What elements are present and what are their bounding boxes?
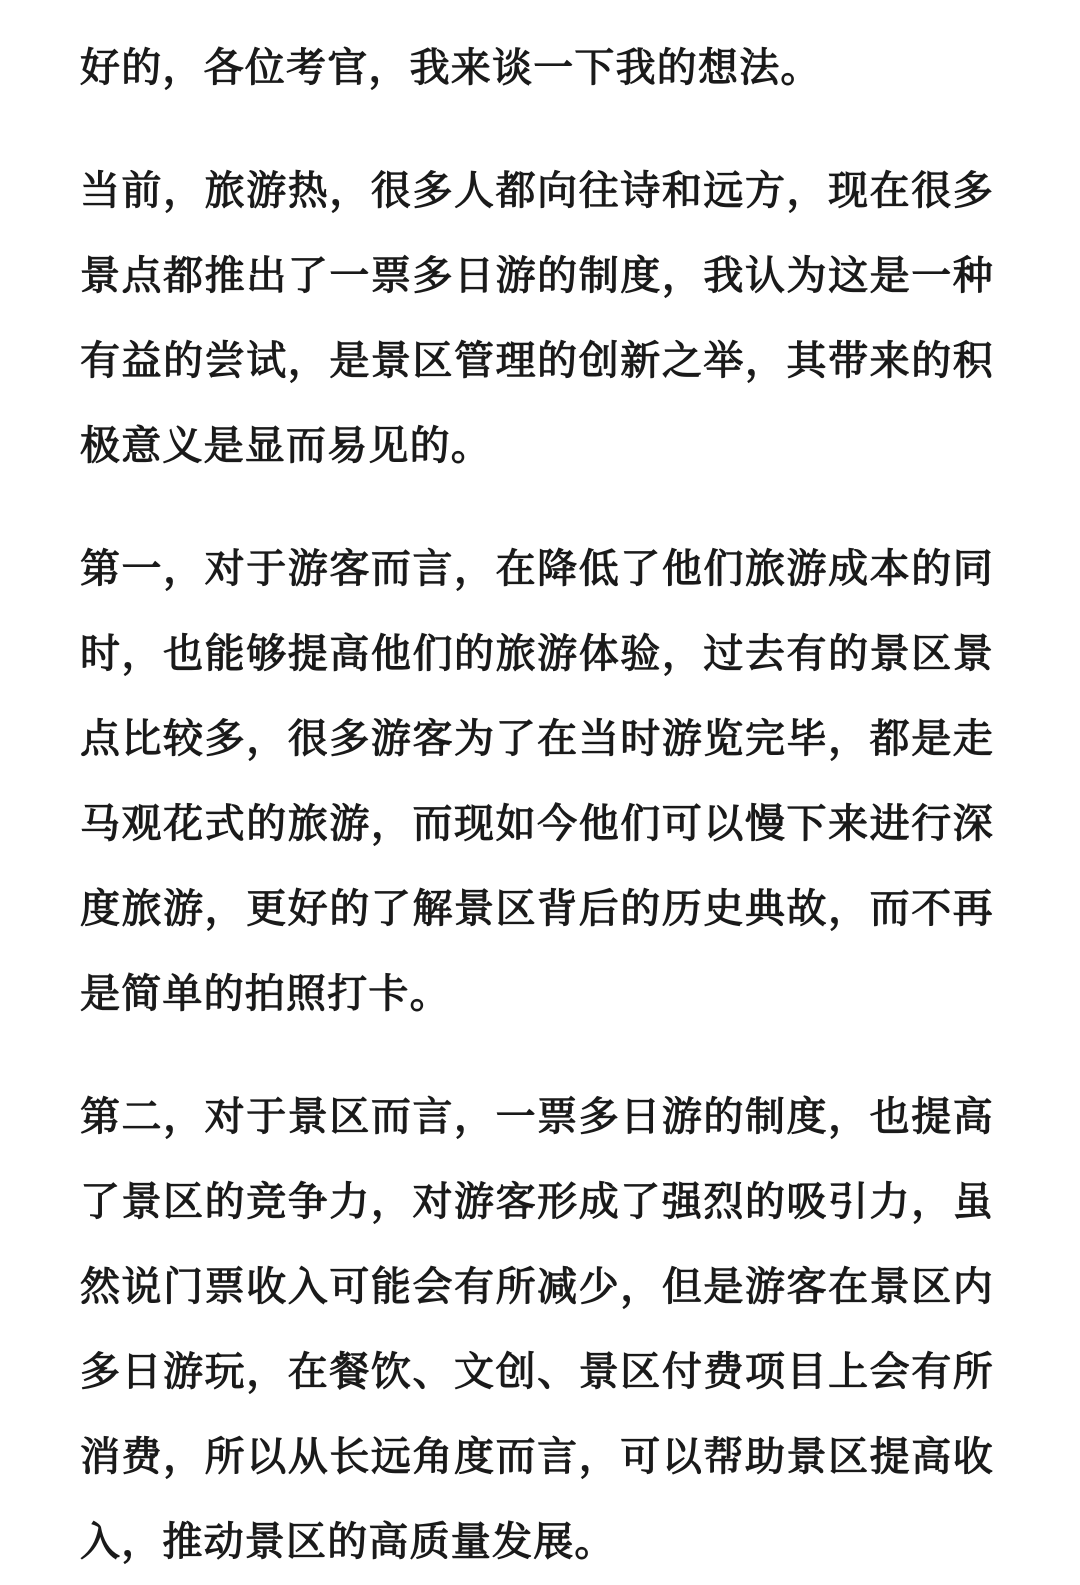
paragraph-background: 当前，旅游热，很多人都向往诗和远方，现在很多景点都推出了一票多日游的制度，我认为这是一种有益的尝试，是景区管理的创新之举，其带来的积极意义是显而易见的。 (80, 168, 994, 469)
paragraph-point-two: 第二，对于景区而言，一票多日游的制度，也提高了景区的竞争力，对游客形成了强烈的吸引力，虽然说门票收入可能会有所减少，但是游客在景区内多日游玩，在餐饮、文创、景区付费项目上会有所消费，所以从长远角度而言，可以帮助景区提高收入，推动景区的高质量发展。 (80, 1094, 994, 1565)
paragraph-intro: 好的，各位考官，我来谈一下我的想法。 (80, 45, 822, 91)
paragraph-point-one: 第一，对于游客而言，在降低了他们旅游成本的同时，也能够提高他们的旅游体验，过去有的景区景点比较多，很多游客为了在当时游览完毕，都是走马观花式的旅游，而现如今他们可以慢下来进行深度旅游，更好的了解景区背后的历史典故，而不再是简单的拍照打卡。 (80, 546, 994, 1017)
